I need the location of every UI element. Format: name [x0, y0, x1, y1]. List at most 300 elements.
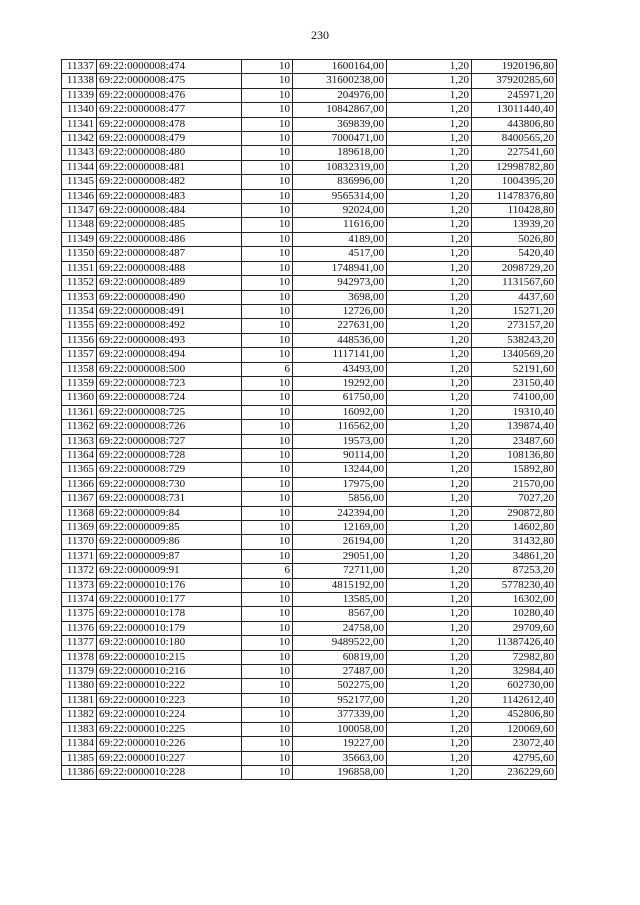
coefficient-cell: 1,20 — [387, 492, 472, 506]
value-cell: 9489522,00 — [293, 636, 387, 650]
cadastral-number-cell: 69:22:0000009:91 — [97, 564, 242, 578]
quantity-cell: 10 — [242, 189, 293, 203]
table-row — [62, 160, 557, 174]
table-row — [62, 492, 557, 506]
row-number-cell: 11384 — [62, 737, 97, 751]
row-number-cell: 11366 — [62, 477, 97, 491]
value-cell: 16092,00 — [293, 405, 387, 419]
table-row — [62, 232, 557, 246]
quantity-cell: 10 — [242, 506, 293, 520]
total-cell: 32984,40 — [472, 665, 557, 679]
row-number-cell: 11356 — [62, 333, 97, 347]
cadastral-number-cell: 69:22:0000008:477 — [97, 103, 242, 117]
coefficient-cell: 1,20 — [387, 593, 472, 607]
coefficient-cell: 1,20 — [387, 463, 472, 477]
row-number-cell: 11383 — [62, 722, 97, 736]
quantity-cell: 10 — [242, 290, 293, 304]
table-row — [62, 333, 557, 347]
cadastral-number-cell: 69:22:0000008:476 — [97, 88, 242, 102]
coefficient-cell: 1,20 — [387, 477, 472, 491]
cadastral-number-cell: 69:22:0000008:500 — [97, 362, 242, 376]
quantity-cell: 10 — [242, 333, 293, 347]
total-cell: 5420,40 — [472, 247, 557, 261]
row-number-cell: 11339 — [62, 88, 97, 102]
row-number-cell: 11350 — [62, 247, 97, 261]
coefficient-cell: 1,20 — [387, 189, 472, 203]
cadastral-number-cell: 69:22:0000010:180 — [97, 636, 242, 650]
quantity-cell: 10 — [242, 74, 293, 88]
table-row — [62, 391, 557, 405]
total-cell: 52191,60 — [472, 362, 557, 376]
total-cell: 110428,80 — [472, 204, 557, 218]
total-cell: 11478376,80 — [472, 189, 557, 203]
coefficient-cell: 1,20 — [387, 765, 472, 779]
total-cell: 13939,20 — [472, 218, 557, 232]
cadastral-number-cell: 69:22:0000010:224 — [97, 708, 242, 722]
table-row — [62, 693, 557, 707]
table-row — [62, 60, 557, 74]
total-cell: 452806,80 — [472, 708, 557, 722]
total-cell: 23150,40 — [472, 376, 557, 390]
quantity-cell: 10 — [242, 348, 293, 362]
row-number-cell: 11380 — [62, 679, 97, 693]
value-cell: 189618,00 — [293, 146, 387, 160]
row-number-cell: 11340 — [62, 103, 97, 117]
coefficient-cell: 1,20 — [387, 722, 472, 736]
quantity-cell: 10 — [242, 607, 293, 621]
row-number-cell: 11370 — [62, 535, 97, 549]
quantity-cell: 10 — [242, 636, 293, 650]
row-number-cell: 11379 — [62, 665, 97, 679]
value-cell: 92024,00 — [293, 204, 387, 218]
row-number-cell: 11342 — [62, 132, 97, 146]
cadastral-number-cell: 69:22:0000010:179 — [97, 621, 242, 635]
quantity-cell: 10 — [242, 405, 293, 419]
total-cell: 273157,20 — [472, 319, 557, 333]
value-cell: 4815192,00 — [293, 578, 387, 592]
quantity-cell: 10 — [242, 276, 293, 290]
row-number-cell: 11349 — [62, 232, 97, 246]
total-cell: 538243,20 — [472, 333, 557, 347]
quantity-cell: 10 — [242, 391, 293, 405]
coefficient-cell: 1,20 — [387, 146, 472, 160]
table-row — [62, 247, 557, 261]
quantity-cell: 10 — [242, 60, 293, 74]
total-cell: 37920285,60 — [472, 74, 557, 88]
quantity-cell: 10 — [242, 448, 293, 462]
row-number-cell: 11376 — [62, 621, 97, 635]
total-cell: 87253,20 — [472, 564, 557, 578]
table-row — [62, 564, 557, 578]
row-number-cell: 11358 — [62, 362, 97, 376]
cadastral-number-cell: 69:22:0000008:491 — [97, 304, 242, 318]
coefficient-cell: 1,20 — [387, 175, 472, 189]
quantity-cell: 10 — [242, 204, 293, 218]
table-row — [62, 477, 557, 491]
quantity-cell: 10 — [242, 304, 293, 318]
table-row — [62, 708, 557, 722]
table-row — [62, 117, 557, 131]
cadastral-number-cell: 69:22:0000008:478 — [97, 117, 242, 131]
table-row — [62, 146, 557, 160]
value-cell: 242394,00 — [293, 506, 387, 520]
quantity-cell: 6 — [242, 564, 293, 578]
value-cell: 836996,00 — [293, 175, 387, 189]
value-cell: 952177,00 — [293, 693, 387, 707]
total-cell: 443806,80 — [472, 117, 557, 131]
quantity-cell: 6 — [242, 362, 293, 376]
row-number-cell: 11361 — [62, 405, 97, 419]
total-cell: 23487,60 — [472, 434, 557, 448]
value-cell: 43493,00 — [293, 362, 387, 376]
cadastral-number-cell: 69:22:0000008:474 — [97, 60, 242, 74]
cadastral-number-cell: 69:22:0000008:482 — [97, 175, 242, 189]
total-cell: 23072,40 — [472, 737, 557, 751]
cadastral-number-cell: 69:22:0000008:728 — [97, 448, 242, 462]
row-number-cell: 11348 — [62, 218, 97, 232]
value-cell: 90114,00 — [293, 448, 387, 462]
table-row — [62, 204, 557, 218]
total-cell: 139874,40 — [472, 420, 557, 434]
value-cell: 8567,00 — [293, 607, 387, 621]
quantity-cell: 10 — [242, 722, 293, 736]
coefficient-cell: 1,20 — [387, 448, 472, 462]
table-row — [62, 218, 557, 232]
row-number-cell: 11377 — [62, 636, 97, 650]
value-cell: 26194,00 — [293, 535, 387, 549]
total-cell: 11387426,40 — [472, 636, 557, 650]
table-row — [62, 362, 557, 376]
value-cell: 13585,00 — [293, 593, 387, 607]
value-cell: 100058,00 — [293, 722, 387, 736]
row-number-cell: 11386 — [62, 765, 97, 779]
table-row — [62, 376, 557, 390]
total-cell: 15271,20 — [472, 304, 557, 318]
row-number-cell: 11347 — [62, 204, 97, 218]
value-cell: 11616,00 — [293, 218, 387, 232]
coefficient-cell: 1,20 — [387, 506, 472, 520]
quantity-cell: 10 — [242, 175, 293, 189]
quantity-cell: 10 — [242, 765, 293, 779]
cadastral-number-cell: 69:22:0000009:84 — [97, 506, 242, 520]
table-row — [62, 88, 557, 102]
cadastral-number-cell: 69:22:0000008:494 — [97, 348, 242, 362]
coefficient-cell: 1,20 — [387, 261, 472, 275]
quantity-cell: 10 — [242, 420, 293, 434]
row-number-cell: 11372 — [62, 564, 97, 578]
cadastral-number-cell: 69:22:0000008:481 — [97, 160, 242, 174]
coefficient-cell: 1,20 — [387, 564, 472, 578]
coefficient-cell: 1,20 — [387, 103, 472, 117]
coefficient-cell: 1,20 — [387, 362, 472, 376]
cadastral-number-cell: 69:22:0000008:730 — [97, 477, 242, 491]
quantity-cell: 10 — [242, 650, 293, 664]
table-body — [62, 60, 557, 780]
cadastral-number-cell: 69:22:0000009:86 — [97, 535, 242, 549]
value-cell: 942973,00 — [293, 276, 387, 290]
coefficient-cell: 1,20 — [387, 232, 472, 246]
row-number-cell: 11341 — [62, 117, 97, 131]
value-cell: 72711,00 — [293, 564, 387, 578]
total-cell: 227541,60 — [472, 146, 557, 160]
value-cell: 12726,00 — [293, 304, 387, 318]
total-cell: 108136,80 — [472, 448, 557, 462]
row-number-cell: 11357 — [62, 348, 97, 362]
quantity-cell: 10 — [242, 535, 293, 549]
cadastral-number-cell: 69:22:0000010:178 — [97, 607, 242, 621]
coefficient-cell: 1,20 — [387, 74, 472, 88]
value-cell: 35663,00 — [293, 751, 387, 765]
cadastral-number-cell: 69:22:0000008:725 — [97, 405, 242, 419]
quantity-cell: 10 — [242, 521, 293, 535]
value-cell: 1600164,00 — [293, 60, 387, 74]
row-number-cell: 11354 — [62, 304, 97, 318]
cadastral-number-cell: 69:22:0000010:216 — [97, 665, 242, 679]
total-cell: 13011440,40 — [472, 103, 557, 117]
table-row — [62, 765, 557, 779]
coefficient-cell: 1,20 — [387, 160, 472, 174]
cadastral-number-cell: 69:22:0000008:726 — [97, 420, 242, 434]
quantity-cell: 10 — [242, 160, 293, 174]
total-cell: 290872,80 — [472, 506, 557, 520]
table-row — [62, 607, 557, 621]
table-row — [62, 463, 557, 477]
total-cell: 12998782,80 — [472, 160, 557, 174]
row-number-cell: 11382 — [62, 708, 97, 722]
cadastral-number-cell: 69:22:0000008:475 — [97, 74, 242, 88]
table-row — [62, 621, 557, 635]
coefficient-cell: 1,20 — [387, 578, 472, 592]
value-cell: 502275,00 — [293, 679, 387, 693]
quantity-cell: 10 — [242, 132, 293, 146]
total-cell: 15892,80 — [472, 463, 557, 477]
value-cell: 60819,00 — [293, 650, 387, 664]
total-cell: 120069,60 — [472, 722, 557, 736]
coefficient-cell: 1,20 — [387, 693, 472, 707]
quantity-cell: 10 — [242, 232, 293, 246]
cadastral-number-cell: 69:22:0000008:493 — [97, 333, 242, 347]
coefficient-cell: 1,20 — [387, 405, 472, 419]
quantity-cell: 10 — [242, 434, 293, 448]
table-row — [62, 304, 557, 318]
quantity-cell: 10 — [242, 737, 293, 751]
value-cell: 12169,00 — [293, 521, 387, 535]
table-row — [62, 290, 557, 304]
cadastral-number-cell: 69:22:0000008:483 — [97, 189, 242, 203]
value-cell: 19573,00 — [293, 434, 387, 448]
table-row — [62, 434, 557, 448]
value-cell: 377339,00 — [293, 708, 387, 722]
coefficient-cell: 1,20 — [387, 434, 472, 448]
coefficient-cell: 1,20 — [387, 650, 472, 664]
coefficient-cell: 1,20 — [387, 737, 472, 751]
row-number-cell: 11364 — [62, 448, 97, 462]
row-number-cell: 11363 — [62, 434, 97, 448]
table-row — [62, 506, 557, 520]
total-cell: 21570,00 — [472, 477, 557, 491]
quantity-cell: 10 — [242, 593, 293, 607]
row-number-cell: 11368 — [62, 506, 97, 520]
coefficient-cell: 1,20 — [387, 751, 472, 765]
total-cell: 29709,60 — [472, 621, 557, 635]
cadastral-number-cell: 69:22:0000008:487 — [97, 247, 242, 261]
value-cell: 13244,00 — [293, 463, 387, 477]
table-row — [62, 636, 557, 650]
table-row — [62, 319, 557, 333]
total-cell: 31432,80 — [472, 535, 557, 549]
row-number-cell: 11375 — [62, 607, 97, 621]
quantity-cell: 10 — [242, 578, 293, 592]
quantity-cell: 10 — [242, 88, 293, 102]
cadastral-number-cell: 69:22:0000008:485 — [97, 218, 242, 232]
coefficient-cell: 1,20 — [387, 304, 472, 318]
coefficient-cell: 1,20 — [387, 708, 472, 722]
coefficient-cell: 1,20 — [387, 204, 472, 218]
coefficient-cell: 1,20 — [387, 521, 472, 535]
value-cell: 204976,00 — [293, 88, 387, 102]
quantity-cell: 10 — [242, 376, 293, 390]
value-cell: 19292,00 — [293, 376, 387, 390]
coefficient-cell: 1,20 — [387, 290, 472, 304]
table-row — [62, 420, 557, 434]
row-number-cell: 11345 — [62, 175, 97, 189]
coefficient-cell: 1,20 — [387, 132, 472, 146]
table-row — [62, 74, 557, 88]
cadastral-number-cell: 69:22:0000009:87 — [97, 549, 242, 563]
value-cell: 1117141,00 — [293, 348, 387, 362]
table-row — [62, 679, 557, 693]
value-cell: 10842867,00 — [293, 103, 387, 117]
cadastral-number-cell: 69:22:0000008:486 — [97, 232, 242, 246]
quantity-cell: 10 — [242, 708, 293, 722]
total-cell: 42795,60 — [472, 751, 557, 765]
value-cell: 10832319,00 — [293, 160, 387, 174]
coefficient-cell: 1,20 — [387, 391, 472, 405]
table-row — [62, 189, 557, 203]
quantity-cell: 10 — [242, 751, 293, 765]
cadastral-number-cell: 69:22:0000008:479 — [97, 132, 242, 146]
row-number-cell: 11365 — [62, 463, 97, 477]
quantity-cell: 10 — [242, 261, 293, 275]
quantity-cell: 10 — [242, 463, 293, 477]
value-cell: 3698,00 — [293, 290, 387, 304]
table-row — [62, 535, 557, 549]
quantity-cell: 10 — [242, 103, 293, 117]
value-cell: 19227,00 — [293, 737, 387, 751]
row-number-cell: 11337 — [62, 60, 97, 74]
cadastral-number-cell: 69:22:0000010:223 — [97, 693, 242, 707]
row-number-cell: 11346 — [62, 189, 97, 203]
row-number-cell: 11344 — [62, 160, 97, 174]
total-cell: 5778230,40 — [472, 578, 557, 592]
total-cell: 7027,20 — [472, 492, 557, 506]
table-row — [62, 448, 557, 462]
value-cell: 116562,00 — [293, 420, 387, 434]
coefficient-cell: 1,20 — [387, 319, 472, 333]
value-cell: 27487,00 — [293, 665, 387, 679]
row-number-cell: 11359 — [62, 376, 97, 390]
value-cell: 5856,00 — [293, 492, 387, 506]
coefficient-cell: 1,20 — [387, 636, 472, 650]
row-number-cell: 11369 — [62, 521, 97, 535]
quantity-cell: 10 — [242, 492, 293, 506]
total-cell: 8400565,20 — [472, 132, 557, 146]
table-row — [62, 578, 557, 592]
page-number: 230 — [311, 28, 329, 42]
coefficient-cell: 1,20 — [387, 247, 472, 261]
quantity-cell: 10 — [242, 693, 293, 707]
value-cell: 61750,00 — [293, 391, 387, 405]
row-number-cell: 11351 — [62, 261, 97, 275]
row-number-cell: 11343 — [62, 146, 97, 160]
value-cell: 31600238,00 — [293, 74, 387, 88]
table-row — [62, 103, 557, 117]
value-cell: 448536,00 — [293, 333, 387, 347]
cadastral-number-cell: 69:22:0000008:488 — [97, 261, 242, 275]
table-row — [62, 521, 557, 535]
total-cell: 14602,80 — [472, 521, 557, 535]
table-row — [62, 737, 557, 751]
cadastral-number-cell: 69:22:0000008:731 — [97, 492, 242, 506]
table-row — [62, 405, 557, 419]
table-row — [62, 132, 557, 146]
row-number-cell: 11362 — [62, 420, 97, 434]
table-row — [62, 348, 557, 362]
coefficient-cell: 1,20 — [387, 376, 472, 390]
cadastral-number-cell: 69:22:0000010:177 — [97, 593, 242, 607]
table-row — [62, 665, 557, 679]
row-number-cell: 11381 — [62, 693, 97, 707]
quantity-cell: 10 — [242, 621, 293, 635]
total-cell: 602730,00 — [472, 679, 557, 693]
quantity-cell: 10 — [242, 117, 293, 131]
coefficient-cell: 1,20 — [387, 420, 472, 434]
total-cell: 1131567,60 — [472, 276, 557, 290]
total-cell: 1920196,80 — [472, 60, 557, 74]
quantity-cell: 10 — [242, 247, 293, 261]
row-number-cell: 11355 — [62, 319, 97, 333]
coefficient-cell: 1,20 — [387, 679, 472, 693]
row-number-cell: 11371 — [62, 549, 97, 563]
quantity-cell: 10 — [242, 665, 293, 679]
value-cell: 9565314,00 — [293, 189, 387, 203]
value-cell: 4517,00 — [293, 247, 387, 261]
cadastral-number-cell: 69:22:0000010:215 — [97, 650, 242, 664]
coefficient-cell: 1,20 — [387, 621, 472, 635]
value-cell: 369839,00 — [293, 117, 387, 131]
table-row — [62, 549, 557, 563]
table-row — [62, 722, 557, 736]
quantity-cell: 10 — [242, 146, 293, 160]
total-cell: 1142612,40 — [472, 693, 557, 707]
total-cell: 236229,60 — [472, 765, 557, 779]
total-cell: 19310,40 — [472, 405, 557, 419]
cadastral-number-cell: 69:22:0000008:492 — [97, 319, 242, 333]
value-cell: 24758,00 — [293, 621, 387, 635]
value-cell: 7000471,00 — [293, 132, 387, 146]
table-row — [62, 593, 557, 607]
row-number-cell: 11378 — [62, 650, 97, 664]
quantity-cell: 10 — [242, 319, 293, 333]
total-cell: 2098729,20 — [472, 261, 557, 275]
value-cell: 29051,00 — [293, 549, 387, 563]
coefficient-cell: 1,20 — [387, 117, 472, 131]
cadastral-number-cell: 69:22:0000010:225 — [97, 722, 242, 736]
coefficient-cell: 1,20 — [387, 665, 472, 679]
total-cell: 34861,20 — [472, 549, 557, 563]
coefficient-cell: 1,20 — [387, 535, 472, 549]
cadastral-number-cell: 69:22:0000008:727 — [97, 434, 242, 448]
